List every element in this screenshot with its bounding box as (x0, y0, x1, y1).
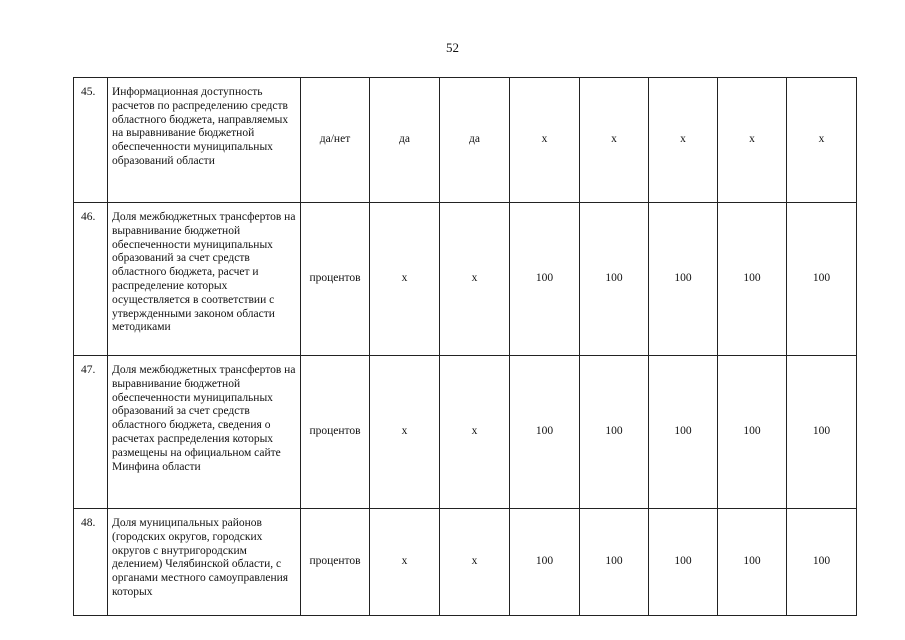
value-cell: 100 (718, 509, 787, 616)
value-cell: 100 (787, 509, 857, 616)
indicator-name: Информационная доступность расчетов по распределению средств областного бюджета, направляемых на выравнивание бюджетной обеспеченности муниципальных образований области (108, 78, 301, 203)
value-cell: х (440, 203, 510, 356)
table-row (74, 509, 857, 616)
table-row (74, 203, 857, 356)
row-number: 45. (74, 78, 108, 203)
value-cell: да (370, 78, 440, 203)
value-cell: 100 (580, 356, 649, 509)
value-cell: 100 (510, 509, 580, 616)
value-cell: х (370, 356, 440, 509)
value-cell: 100 (580, 203, 649, 356)
value-cell: 100 (787, 356, 857, 509)
value-cell: х (370, 203, 440, 356)
table-row (74, 78, 857, 203)
value-cell: 100 (787, 203, 857, 356)
row-number: 48. (74, 509, 108, 616)
page-number: 52 (446, 40, 459, 55)
indicator-name: Доля межбюджетных трансфертов на выравнивание бюджетной обеспеченности муниципальных образований за счет средств областного бюджета, сведения о расчетах распределения которых размещены на официальном сайте Минфина области (108, 356, 301, 509)
value-cell: х (580, 78, 649, 203)
value-cell: х (440, 509, 510, 616)
value-cell: х (440, 356, 510, 509)
value-cell: х (649, 78, 718, 203)
table-row (74, 356, 857, 509)
value-cell: 100 (649, 509, 718, 616)
indicator-name: Доля межбюджетных трансфертов на выравнивание бюджетной обеспеченности муниципальных образований за счет средств областного бюджета, расчет и распределение которых осуществляется в соответствии с утвержденными законом области методиками (108, 203, 301, 356)
value-cell: 100 (649, 203, 718, 356)
indicators-table (73, 77, 857, 616)
value-cell: 100 (649, 356, 718, 509)
value-cell: х (787, 78, 857, 203)
value-cell: х (370, 509, 440, 616)
value-cell: 100 (718, 356, 787, 509)
unit-cell: процентов (301, 203, 370, 356)
value-cell: 100 (580, 509, 649, 616)
row-number: 47. (74, 356, 108, 509)
value-cell: 100 (510, 203, 580, 356)
unit-cell: процентов (301, 356, 370, 509)
value-cell: да (440, 78, 510, 203)
row-number: 46. (74, 203, 108, 356)
indicator-name: Доля муниципальных районов (городских округов, городских округов с внутригородским делением) Челябинской области, с органами местного самоуправления которых (108, 509, 301, 616)
unit-cell: процентов (301, 509, 370, 616)
unit-cell: да/нет (301, 78, 370, 203)
value-cell: х (718, 78, 787, 203)
value-cell: 100 (510, 356, 580, 509)
value-cell: х (510, 78, 580, 203)
value-cell: 100 (718, 203, 787, 356)
